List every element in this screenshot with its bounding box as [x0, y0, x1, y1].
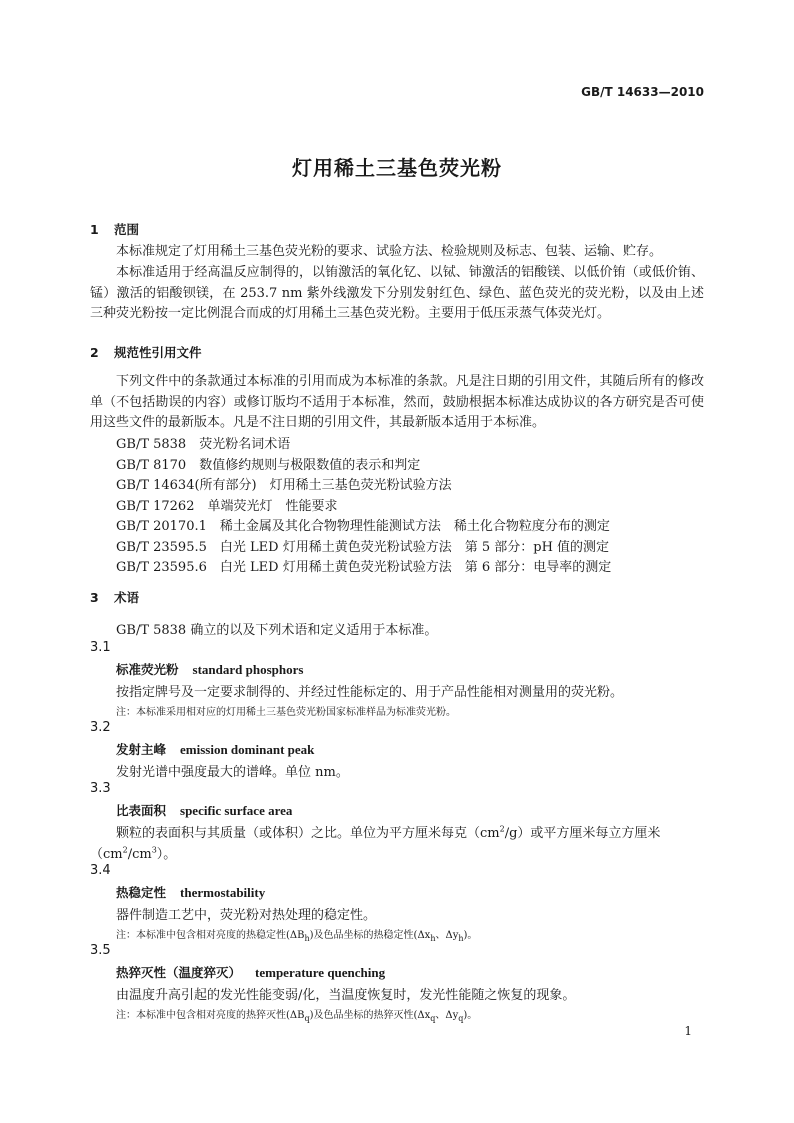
- term-definition: 器件制造工艺中，荧光粉对热处理的稳定性。: [116, 908, 377, 923]
- reference-title: 白光 LED 灯用稀土黄色荧光粉试验方法 第 5 部分：pH 值的测定: [219, 540, 610, 555]
- term-zh: 发射主峰: [116, 742, 167, 757]
- page-title: 灯用稀土三基色荧光粉: [292, 156, 502, 180]
- reference-code: GB/T 14634(所有部分): [116, 478, 257, 493]
- subscript: h: [430, 934, 436, 943]
- definition-text: 颗粒的表面积与其质量（或体积）之比。单位为平方厘米每克（cm: [116, 826, 500, 841]
- term-note: 注：本标准采用相对应的灯用稀土三基色荧光粉国家标准样品为标准荧光粉。: [116, 707, 456, 718]
- term-zh: 热稳定性: [116, 885, 167, 900]
- note-text: 、Δy: [435, 930, 459, 941]
- subscript: h: [304, 934, 310, 943]
- term-heading: [116, 740, 314, 758]
- section-title: 规范性引用文件: [114, 345, 202, 360]
- note-text: 注：本标准中包含相对亮度的热稳定性(ΔB: [116, 930, 305, 941]
- reference-code: GB/T 17262: [116, 499, 195, 514]
- superscript: 3: [151, 845, 157, 855]
- term-heading: [116, 883, 265, 901]
- term-heading: [116, 801, 292, 819]
- term-en: thermostability: [180, 885, 266, 900]
- note-text: 注：本标准中包含相对亮度的热猝灭性(ΔB: [116, 1010, 305, 1021]
- reference-title: 稀土金属及其化合物物理性能测试方法 稀土化合物粒度分布的测定: [219, 519, 610, 534]
- definition-text: /g）或平方厘米每立方厘米: [504, 826, 661, 841]
- reference-item: [116, 474, 452, 493]
- term-definition: 由温度升高引起的发光性能变弱/化，当温度恢复时，发光性能随之恢复的现象。: [116, 988, 576, 1003]
- reference-item: [116, 556, 611, 575]
- section-title: 范围: [114, 222, 140, 237]
- section-3-heading: [90, 588, 139, 606]
- note-text: 、Δy: [435, 1010, 459, 1021]
- superscript: 2: [499, 824, 505, 834]
- definition-text: /cm: [127, 847, 152, 862]
- reference-code: GB/T 20170.1: [116, 519, 207, 534]
- definition-text: ）。: [156, 847, 177, 862]
- term-en: temperature quenching: [255, 965, 386, 980]
- term-zh: 热猝灭性（温度猝灭）: [116, 965, 242, 980]
- reference-title: 灯用稀土三基色荧光粉试验方法: [269, 478, 452, 493]
- reference-code: GB/T 23595.5: [116, 540, 207, 555]
- reference-code: GB/T 23595.6: [116, 560, 207, 575]
- note-text: )及色品坐标的热猝灭性(Δx: [309, 1010, 431, 1021]
- clause-number: 3.1: [90, 640, 111, 655]
- normative-references-intro: 下列文件中的条款通过本标准的引用而成为本标准的条款。凡是注日期的引用文件，其随后所有的修改单（不包括勘误的内容）或修订版均不适用于本标准，然而，鼓励根据本标准达成协议的各方研究是否可使用这些文件的最新版本。凡是不注日期的引用文件，其最新版本适用于本标准。: [90, 374, 704, 430]
- clause-number: 3.4: [90, 863, 111, 878]
- reference-item: [116, 433, 290, 452]
- subscript: q: [458, 1014, 464, 1023]
- reference-code: GB/T 8170: [116, 458, 187, 473]
- clause-number: 3.3: [90, 781, 111, 796]
- subscript: q: [304, 1014, 310, 1023]
- reference-title: 单端荧光灯 性能要求: [207, 499, 338, 514]
- term-zh: 标准荧光粉: [116, 662, 179, 677]
- section-title: 术语: [114, 590, 140, 605]
- term-note: [116, 1006, 477, 1023]
- section-number: 3: [90, 590, 99, 605]
- term-note: [116, 926, 477, 943]
- reference-title: 白光 LED 灯用稀土黄色荧光粉试验方法 第 6 部分：电导率的测定: [219, 560, 612, 575]
- note-text: )及色品坐标的热稳定性(Δx: [309, 930, 431, 941]
- clause-number: 3.5: [90, 943, 111, 958]
- subscript: q: [430, 1014, 436, 1023]
- reference-code: GB/T 5838: [116, 437, 187, 452]
- reference-item: [116, 536, 609, 555]
- section-number: 2: [90, 345, 99, 360]
- term-heading: [116, 963, 385, 981]
- subscript: h: [458, 934, 464, 943]
- section-1-heading: [90, 220, 139, 238]
- reference-item: [116, 495, 338, 514]
- reference-title: 数值修约规则与极限数值的表示和判定: [199, 458, 421, 473]
- superscript: 2: [122, 845, 128, 855]
- section-2-heading: [90, 343, 202, 361]
- term-en: specific surface area: [180, 803, 293, 818]
- reference-title: 荧光粉名词术语: [199, 437, 291, 452]
- scope-paragraph-1: 本标准规定了灯用稀土三基色荧光粉的要求、试验方法、检验规则及标志、包装、运输、贮存。: [116, 244, 663, 259]
- terms-intro: GB/T 5838 确立的以及下列术语和定义适用于本标准。: [116, 623, 438, 638]
- term-definition: [116, 822, 660, 841]
- definition-text: （cm: [90, 847, 123, 862]
- term-en: standard phosphors: [192, 662, 304, 677]
- reference-item: [116, 515, 610, 534]
- standard-number-header: GB/T 14633—2010: [581, 85, 704, 99]
- page-number: 1: [684, 1024, 692, 1038]
- note-text: )。: [463, 1010, 478, 1021]
- note-text: )。: [463, 930, 478, 941]
- term-en: emission dominant peak: [180, 742, 315, 757]
- term-definition: 按指定牌号及一定要求制得的、并经过性能标定的、用于产品性能相对测量用的荧光粉。: [116, 685, 624, 700]
- clause-number: 3.2: [90, 720, 111, 735]
- reference-item: [116, 454, 420, 473]
- section-number: 1: [90, 222, 99, 237]
- scope-paragraph-2: 本标准适用于经高温反应制得的，以铕激活的氧化钇、以铽、铈激活的铝酸镁、以低价铕（或低价铕、锰）激活的铝酸钡镁，在 253.7 nm 紫外线激发下分别发射红色、绿色、蓝色荧光的荧光粉，以及由上述三种荧光粉按一定比例混合而成的灯用稀土三基色荧光粉。主要用于低压汞蒸气体荧光灯。: [90, 265, 704, 321]
- term-zh: 比表面积: [116, 803, 167, 818]
- term-heading: [116, 660, 303, 678]
- term-definition: 发射光谱中强度最大的谱峰。单位 nm。: [116, 765, 349, 780]
- term-definition-continued: [90, 843, 176, 862]
